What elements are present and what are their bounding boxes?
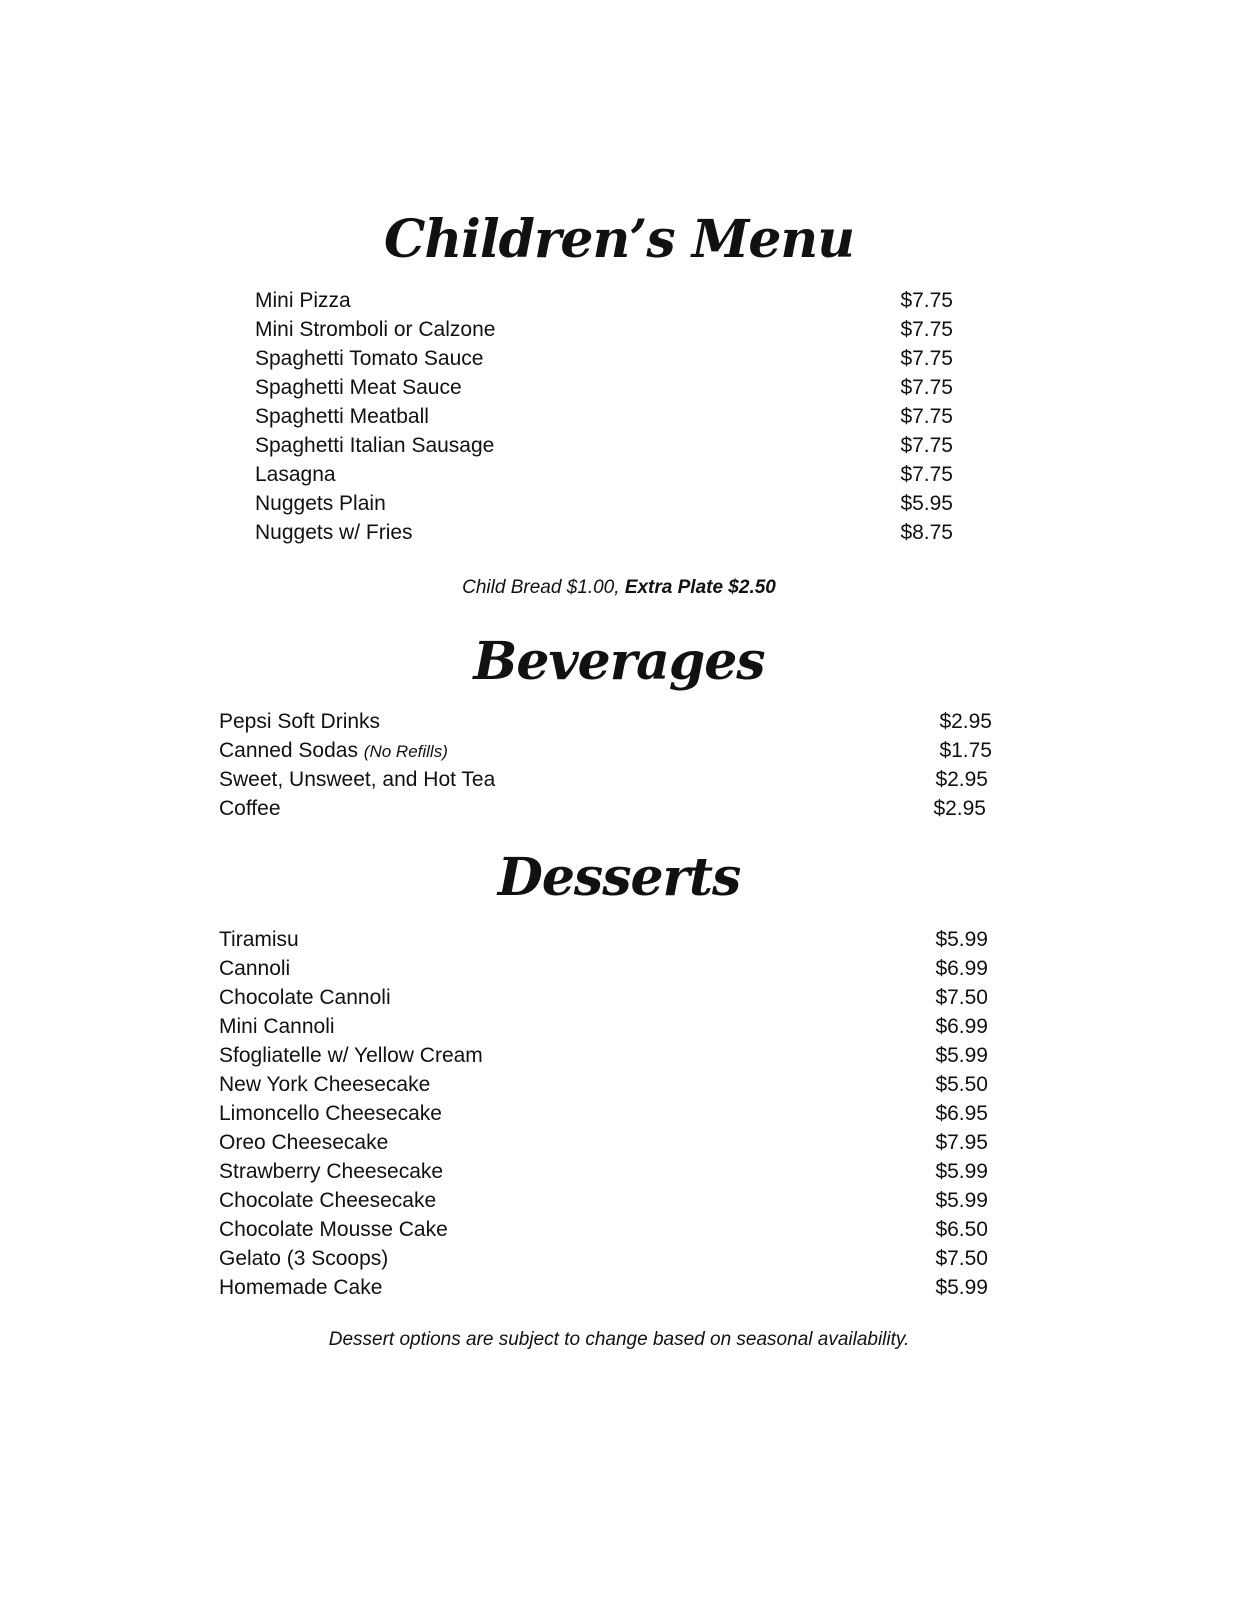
item-name: Cannoli — [219, 957, 291, 980]
item-name: Mini Cannoli — [219, 1015, 335, 1038]
item-price: $7.75 — [900, 434, 953, 457]
menu-item — [219, 1186, 988, 1215]
item-price: $5.99 — [935, 1189, 988, 1212]
menu-item — [255, 286, 953, 315]
menu-item — [219, 794, 992, 823]
item-name: Strawberry Cheesecake — [219, 1160, 444, 1183]
item-price: $2.95 — [939, 710, 992, 733]
item-price: $7.75 — [900, 463, 953, 486]
item-price: $5.99 — [935, 928, 988, 951]
item-price: $7.75 — [900, 405, 953, 428]
item-price: $7.95 — [935, 1131, 988, 1154]
menu-item — [255, 431, 953, 460]
item-name — [219, 736, 448, 766]
menu-item — [255, 315, 953, 344]
menu-item — [255, 489, 953, 518]
item-name: Spaghetti Meat Sauce — [255, 376, 462, 399]
item-name: Lasagna — [255, 463, 336, 486]
menu-item — [255, 460, 953, 489]
desserts-title: Desserts — [497, 847, 741, 908]
item-price: $7.75 — [900, 347, 953, 370]
item-name: Limoncello Cheesecake — [219, 1102, 442, 1125]
item-price: $5.95 — [900, 492, 953, 515]
child-extras-note — [0, 577, 1238, 599]
menu-item — [219, 736, 992, 765]
item-name: Chocolate Mousse Cake — [219, 1218, 448, 1241]
menu-item — [219, 1041, 988, 1070]
item-note: (No Refills) — [363, 742, 448, 761]
menu-item — [219, 1099, 988, 1128]
beverages-title: Beverages — [473, 631, 765, 692]
item-price: $7.50 — [935, 986, 988, 1009]
menu-item — [219, 1157, 988, 1186]
menu-item — [255, 518, 953, 547]
item-price: $8.75 — [900, 521, 953, 544]
dessert-availability-note: Dessert options are subject to change based on seasonal availability. — [328, 1329, 910, 1350]
item-name: Mini Pizza — [255, 289, 351, 312]
item-name: Mini Stromboli or Calzone — [255, 318, 496, 341]
item-name: Spaghetti Italian Sausage — [255, 434, 495, 457]
item-name: New York Cheesecake — [219, 1073, 431, 1096]
item-price: $1.75 — [939, 739, 992, 762]
item-name: Pepsi Soft Drinks — [219, 710, 381, 733]
child-bread-note: Child Bread $1.00, — [462, 577, 620, 598]
item-name: Gelato (3 Scoops) — [219, 1247, 389, 1270]
item-name: Nuggets Plain — [255, 492, 386, 515]
desserts-list — [219, 925, 988, 1302]
menu-item — [219, 1244, 988, 1273]
beverages-list — [219, 707, 992, 823]
item-price: $5.99 — [935, 1276, 988, 1299]
item-name: Sweet, Unsweet, and Hot Tea — [219, 768, 496, 791]
item-name: Nuggets w/ Fries — [255, 521, 413, 544]
menu-item — [219, 1128, 988, 1157]
item-price: $5.50 — [935, 1073, 988, 1096]
item-price: $6.50 — [935, 1218, 988, 1241]
menu-item — [219, 1070, 988, 1099]
item-name: Chocolate Cheesecake — [219, 1189, 437, 1212]
childrens-menu-list — [255, 286, 953, 547]
item-price: $7.75 — [900, 376, 953, 399]
item-name: Homemade Cake — [219, 1276, 383, 1299]
item-price: $7.50 — [935, 1247, 988, 1270]
extra-plate-note: Extra Plate $2.50 — [624, 577, 776, 598]
item-name: Spaghetti Meatball — [255, 405, 429, 428]
item-name: Tiramisu — [219, 928, 299, 951]
item-price: $7.75 — [900, 289, 953, 312]
menu-item — [255, 344, 953, 373]
item-name: Coffee — [219, 797, 281, 820]
item-price: $2.95 — [933, 797, 986, 820]
menu-item — [219, 707, 992, 736]
item-price: $6.99 — [935, 1015, 988, 1038]
menu-item — [219, 1273, 988, 1302]
menu-item — [255, 402, 953, 431]
item-price: $2.95 — [935, 768, 988, 791]
childrens-menu-title: Children’s Menu — [383, 209, 855, 270]
menu-item — [219, 983, 988, 1012]
menu-item — [219, 1215, 988, 1244]
menu-item — [255, 373, 953, 402]
item-price: $6.95 — [935, 1102, 988, 1125]
item-name: Sfogliatelle w/ Yellow Cream — [219, 1044, 483, 1067]
menu-item — [219, 925, 988, 954]
item-price: $7.75 — [900, 318, 953, 341]
item-price: $6.99 — [935, 957, 988, 980]
item-name-text: Canned Sodas — [219, 739, 358, 762]
item-name: Chocolate Cannoli — [219, 986, 391, 1009]
item-name: Spaghetti Tomato Sauce — [255, 347, 484, 370]
item-name: Oreo Cheesecake — [219, 1131, 389, 1154]
menu-item — [219, 1012, 988, 1041]
menu-item — [219, 954, 988, 983]
menu-item — [219, 765, 992, 794]
item-price: $5.99 — [935, 1160, 988, 1183]
item-price: $5.99 — [935, 1044, 988, 1067]
